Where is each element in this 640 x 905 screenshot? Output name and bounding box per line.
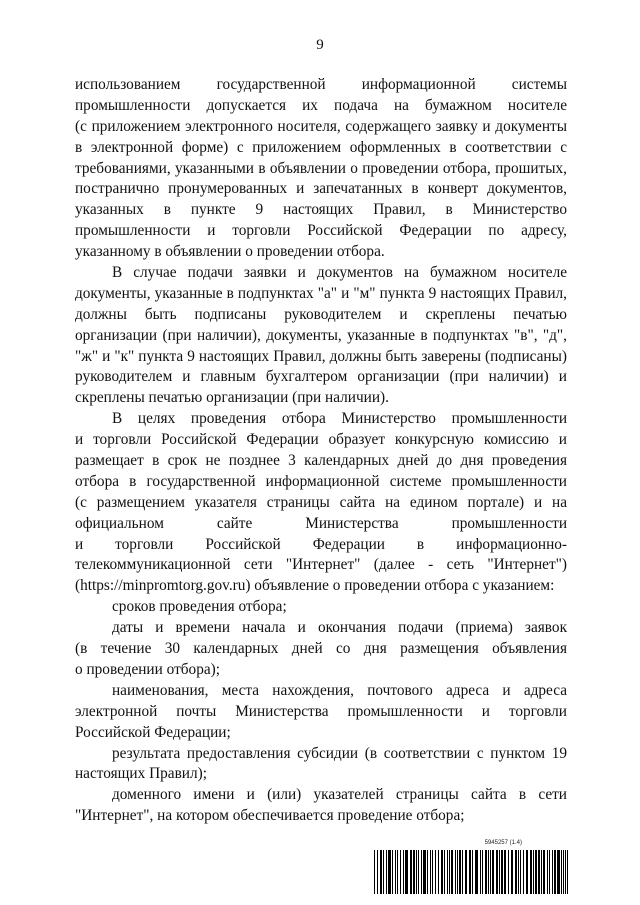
text-line: телекоммуникационной сети "Интернет" (далее - сеть "Интернет") — [75, 556, 567, 574]
text-line: электронной почты Министерства промышленности и торговли — [75, 702, 567, 720]
barcode-bar — [449, 850, 450, 894]
text-line: промышленности и торговли Российской Федерации по адресу, — [75, 222, 567, 240]
barcode-bar — [397, 850, 398, 894]
barcode-bar — [541, 850, 542, 894]
text-line: документы, указанные в подпунктах "а" и "м" пункта 9 настоящих Правил, — [75, 284, 567, 302]
barcode-bar — [469, 850, 471, 894]
barcode-bar — [386, 850, 387, 894]
barcode-bar — [427, 850, 428, 894]
barcode-bar — [465, 850, 467, 894]
barcode-bar — [475, 850, 478, 894]
barcode-bar — [462, 850, 463, 894]
text-line: размещает в срок не позднее 3 календарных дней до дня проведения — [75, 452, 567, 470]
barcode-bar — [441, 850, 443, 894]
page-number: 9 — [316, 37, 324, 53]
barcode-bar — [565, 850, 566, 894]
text-line: (с приложением электронного носителя, содержащего заявку и документы — [75, 117, 567, 135]
text-line: В целях проведения отбора Министерство промышленности — [112, 410, 567, 428]
barcode-bar — [504, 850, 506, 894]
barcode-bar — [416, 850, 417, 894]
barcode-bar — [383, 850, 384, 894]
barcode-bar — [543, 850, 545, 894]
barcode-bar — [535, 850, 537, 894]
text-line: "Интернет", на котором обеспечивается проведение отбора; — [75, 807, 465, 825]
barcode-bar — [549, 850, 550, 894]
text-line: в электронной форме) с приложением оформленных в соответствии с — [75, 138, 567, 156]
text-line: доменного имени и (или) указателей страницы сайта в сети — [112, 786, 567, 804]
text-line: официальном сайте Министерства промышленности — [75, 514, 567, 532]
barcode-icon — [374, 850, 570, 894]
document-body — [75, 75, 567, 827]
text-line: В случае подачи заявки и документов на бумажном носителе — [112, 264, 567, 282]
barcode-bar — [480, 850, 481, 894]
barcode-bar — [557, 850, 560, 894]
barcode-bar — [518, 850, 519, 894]
barcode-bar — [432, 850, 433, 894]
barcode-bar — [435, 850, 436, 894]
text-line: даты и времени начала и окончания подачи (приема) заявок — [112, 619, 567, 637]
barcode-bar — [438, 850, 439, 894]
barcode-bar — [400, 850, 401, 894]
text-line: постранично пронумерованных и запечатанных в конверт документов, — [75, 180, 567, 198]
text-line: использованием государственной информационной системы — [75, 76, 567, 93]
barcode-bar — [482, 850, 483, 894]
text-line: указанных в пункте 9 настоящих Правил, в Министерство — [75, 201, 567, 219]
text-line: и торговли Российской Федерации в информационно- — [75, 535, 567, 553]
barcode-bar — [538, 850, 540, 894]
text-line: организации (при наличии), документы, указанные в подпунктах "в", "д", — [75, 326, 567, 344]
barcode-bar — [563, 850, 564, 894]
barcode-bar — [520, 850, 521, 894]
barcode-bar — [490, 850, 491, 894]
barcode-bar — [423, 850, 426, 894]
barcode-bar — [501, 850, 503, 894]
barcode-bar — [515, 850, 517, 894]
barcode-bar — [567, 850, 568, 894]
barcode-bar — [561, 850, 562, 894]
text-line: руководителем и главным бухгалтером организации (при наличии) и — [75, 368, 567, 386]
barcode-bar — [410, 850, 412, 894]
barcode-bar — [444, 850, 445, 894]
barcode-bar — [457, 850, 458, 894]
text-line: и торговли Российской Федерации образует конкурсную комиссию и — [75, 431, 567, 449]
barcode-bar — [374, 850, 375, 894]
barcode-bar — [511, 850, 513, 894]
text-line: результата предоставления субсидии (в соответствии с пунктом 19 — [112, 744, 567, 762]
text-line: скреплены печатью организации (при наличии). — [75, 389, 389, 407]
barcode-bar — [447, 850, 448, 894]
barcode-bar — [413, 850, 415, 894]
barcode-bar — [530, 850, 532, 894]
text-line: сроков проведения отбора; — [112, 598, 287, 616]
barcode-bar — [455, 850, 456, 894]
barcode-bar — [523, 850, 524, 894]
text-line: должны быть подписаны руководителем и скреплены печатью — [75, 305, 567, 323]
barcode-bar — [451, 850, 453, 894]
barcode-bar — [418, 850, 419, 894]
text-line: (с размещением указателя страницы сайта на едином портале) и на — [75, 493, 567, 511]
barcode-bar — [395, 850, 396, 894]
text-line: наименования, места нахождения, почтового адреса и адреса — [112, 681, 567, 699]
text-line: о проведении отбора); — [75, 660, 220, 678]
barcode-bar — [496, 850, 498, 894]
barcode-bar — [547, 850, 548, 894]
barcode-caption: 5945257 (1.4) — [484, 840, 522, 846]
barcode-bar — [554, 850, 556, 894]
barcode-bar — [430, 850, 431, 894]
barcode-bar — [392, 850, 393, 894]
barcode-bar — [380, 850, 382, 894]
barcode-bar — [499, 850, 500, 894]
barcode-bar — [508, 850, 509, 894]
text-line: (в течение 30 календарных дней со дня размещения объявления — [75, 640, 567, 658]
barcode-bar — [388, 850, 391, 894]
barcode-block — [374, 840, 570, 894]
barcode-bar — [405, 850, 408, 894]
text-line: Российской Федерации; — [75, 723, 231, 741]
barcode-bar — [485, 850, 487, 894]
barcode-bar — [459, 850, 461, 894]
barcode-bar — [488, 850, 489, 894]
barcode-bar — [377, 850, 378, 894]
barcode-bar — [492, 850, 494, 894]
barcode-bar — [403, 850, 404, 894]
barcode-bar — [552, 850, 553, 894]
barcode-bar — [472, 850, 473, 894]
text-line: требованиями, указанными в объявлении о проведении отбора, прошитых, — [75, 159, 567, 177]
text-line: (https://minpromtorg.gov.ru) объявление о проведении отбора с указанием: — [75, 577, 555, 595]
barcode-bar — [533, 850, 534, 894]
text-line: "ж" и "к" пункта 9 настоящих Правил, должны быть заверены (подписаны) — [75, 347, 567, 365]
text-line: промышленности допускается их подача на бумажном носителе — [75, 96, 567, 114]
text-line: отбора в государственной информационной системе промышленности — [75, 472, 567, 490]
text-line: указанному в объявлении о проведении отбора. — [75, 243, 385, 261]
text-line: настоящих Правил); — [75, 765, 207, 783]
barcode-bar — [421, 850, 422, 894]
barcode-bar — [526, 850, 528, 894]
